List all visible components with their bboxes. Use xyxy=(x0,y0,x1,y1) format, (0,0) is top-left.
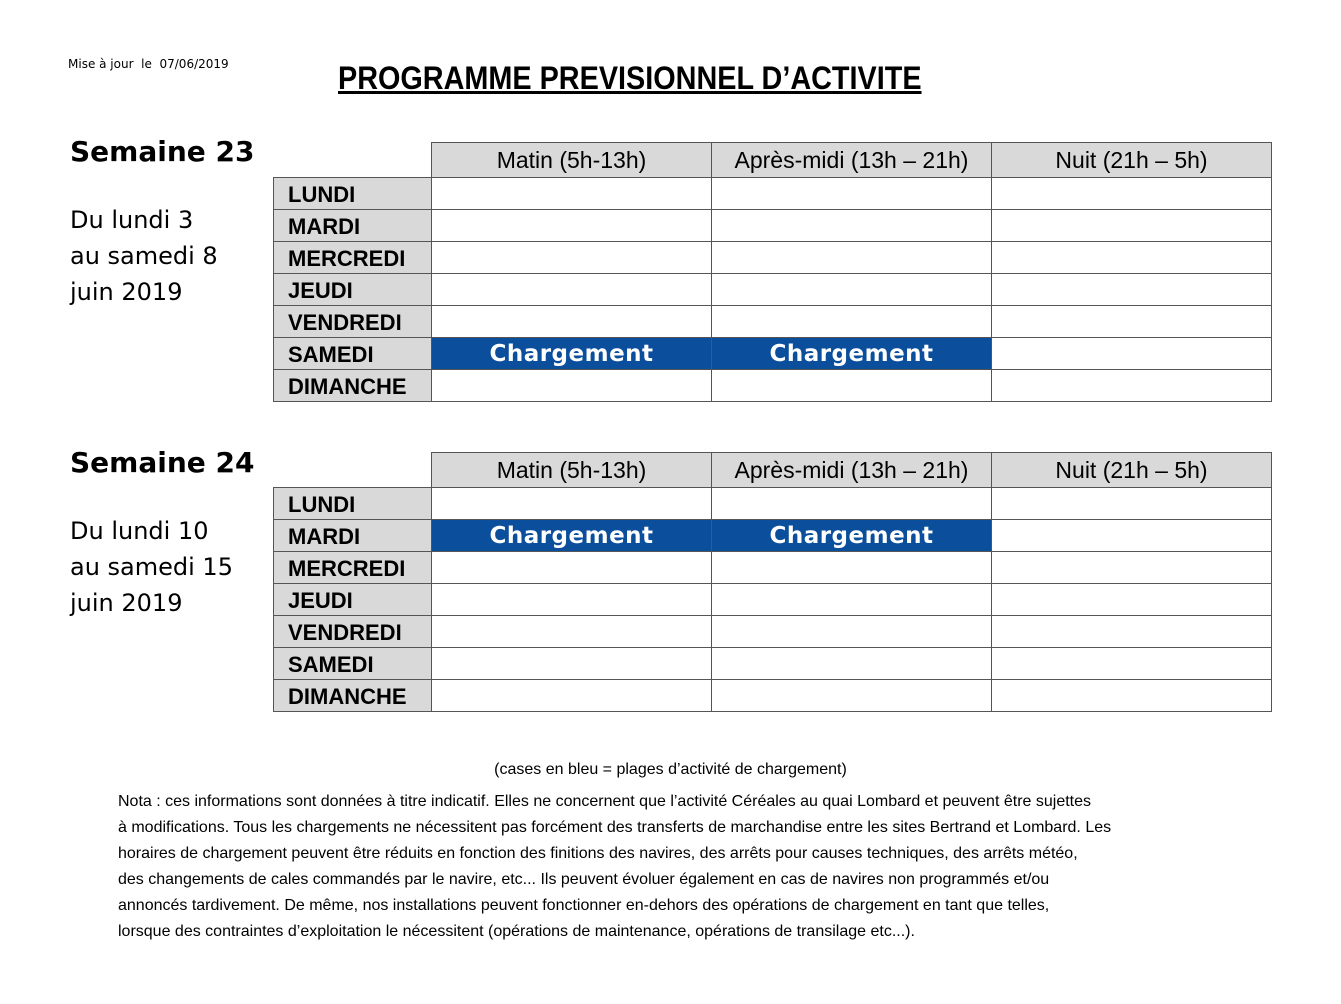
day-row xyxy=(274,210,1272,242)
day-label: DIMANCHE xyxy=(274,370,432,402)
corner-cell xyxy=(274,143,432,178)
shift-slot xyxy=(712,488,992,520)
shift-slot xyxy=(712,648,992,680)
day-row xyxy=(274,520,1272,552)
shift-slot xyxy=(432,680,712,712)
shift-slot xyxy=(432,274,712,306)
day-label: DIMANCHE xyxy=(274,680,432,712)
day-label: MERCREDI xyxy=(274,242,432,274)
shift-slot xyxy=(992,274,1272,306)
day-label: MARDI xyxy=(274,210,432,242)
shift-slot xyxy=(712,306,992,338)
shift-header: Matin (5h-13h) xyxy=(432,143,712,178)
day-label: SAMEDI xyxy=(274,338,432,370)
note-line: annoncés tardivement. De même, nos installations peuvent fonctionner en-dehors des opérations de chargement en tant que telles, xyxy=(118,897,1050,914)
day-label: JEUDI xyxy=(274,274,432,306)
shift-header: Nuit (21h – 5h) xyxy=(992,143,1272,178)
day-label: JEUDI xyxy=(274,584,432,616)
day-row xyxy=(274,552,1272,584)
week-range-line: Du lundi 3 xyxy=(70,206,194,234)
shift-slot xyxy=(712,210,992,242)
note-line: à modifications. Tous les chargements ne nécessitent pas forcément des transferts de marchandise entre les sites Bertrand et Lombard. Les xyxy=(118,819,1112,836)
shift-slot xyxy=(432,242,712,274)
shift-slot xyxy=(712,680,992,712)
shift-slot xyxy=(992,370,1272,402)
note-line: Nota : ces informations sont données à titre indicatif. Elles ne concernent que l’activité Céréales au quai Lombard et peuvent être sujettes xyxy=(118,793,1091,810)
day-row xyxy=(274,338,1272,370)
week-range-line: juin 2019 xyxy=(70,589,183,617)
shift-slot xyxy=(992,178,1272,210)
week-range-line: au samedi 15 xyxy=(70,553,233,581)
shift-slot xyxy=(432,370,712,402)
shift-slot xyxy=(992,648,1272,680)
day-row xyxy=(274,584,1272,616)
update-date: Mise à jour le 07/06/2019 xyxy=(68,57,229,71)
week-range-line: au samedi 8 xyxy=(70,242,218,270)
day-row xyxy=(274,616,1272,648)
shift-header-row xyxy=(274,453,1272,488)
day-row xyxy=(274,274,1272,306)
corner-cell xyxy=(274,453,432,488)
shift-header: Nuit (21h – 5h) xyxy=(992,453,1272,488)
shift-slot xyxy=(432,488,712,520)
shift-slot xyxy=(432,178,712,210)
shift-slot xyxy=(712,616,992,648)
day-label: VENDREDI xyxy=(274,306,432,338)
note-line: horaires de chargement peuvent être réduits en fonction des finitions des navires, des arrêts pour causes techniques, des arrêts météo, xyxy=(118,845,1078,862)
shift-slot xyxy=(712,370,992,402)
shift-slot xyxy=(712,178,992,210)
page-title: PROGRAMME PREVISIONNEL D’ACTIVITE xyxy=(338,60,922,96)
day-row xyxy=(274,370,1272,402)
day-label: MARDI xyxy=(274,520,432,552)
shift-slot xyxy=(992,210,1272,242)
color-legend: (cases en bleu = plages d’activité de chargement) xyxy=(494,761,847,778)
shift-slot xyxy=(432,648,712,680)
note-line: lorsque des contraintes d’exploitation le nécessitent (opérations de maintenance, opérations de transilage etc...). xyxy=(118,923,915,940)
day-row xyxy=(274,488,1272,520)
note-line: des changements de cales commandés par le navire, etc... Ils peuvent évoluer également en cas de navires non programmés et/ou xyxy=(118,871,1050,888)
shift-slot xyxy=(432,210,712,242)
week-title: Semaine 24 xyxy=(70,446,255,479)
shift-header-row xyxy=(274,143,1272,178)
loading-slot: Chargement xyxy=(432,520,712,552)
week-range-line: Du lundi 10 xyxy=(70,517,209,545)
shift-header: Matin (5h-13h) xyxy=(432,453,712,488)
shift-slot xyxy=(712,552,992,584)
day-label: LUNDI xyxy=(274,178,432,210)
day-row xyxy=(274,242,1272,274)
loading-slot: Chargement xyxy=(432,338,712,370)
day-row xyxy=(274,306,1272,338)
disclaimer-note xyxy=(118,789,1248,945)
day-label: MERCREDI xyxy=(274,552,432,584)
shift-slot xyxy=(992,242,1272,274)
day-row xyxy=(274,178,1272,210)
shift-slot xyxy=(992,306,1272,338)
shift-slot xyxy=(432,584,712,616)
day-row xyxy=(274,648,1272,680)
shift-slot xyxy=(992,488,1272,520)
shift-slot xyxy=(992,338,1272,370)
shift-slot xyxy=(432,616,712,648)
shift-header: Après-midi (13h – 21h) xyxy=(712,453,992,488)
day-label: LUNDI xyxy=(274,488,432,520)
shift-slot xyxy=(992,584,1272,616)
schedule-table-week-24 xyxy=(273,452,1272,712)
week-date-range xyxy=(70,513,270,621)
shift-slot xyxy=(992,680,1272,712)
week-range-line: juin 2019 xyxy=(70,278,183,306)
shift-slot xyxy=(712,242,992,274)
week-title: Semaine 23 xyxy=(70,135,255,168)
day-label: VENDREDI xyxy=(274,616,432,648)
schedule-table-week-23 xyxy=(273,142,1272,402)
day-row xyxy=(274,680,1272,712)
week-date-range xyxy=(70,202,270,310)
shift-slot xyxy=(432,306,712,338)
shift-slot xyxy=(992,552,1272,584)
shift-slot xyxy=(992,520,1272,552)
shift-slot xyxy=(712,274,992,306)
shift-slot xyxy=(432,552,712,584)
loading-slot: Chargement xyxy=(712,520,992,552)
shift-slot xyxy=(712,584,992,616)
shift-slot xyxy=(992,616,1272,648)
loading-slot: Chargement xyxy=(712,338,992,370)
shift-header: Après-midi (13h – 21h) xyxy=(712,143,992,178)
day-label: SAMEDI xyxy=(274,648,432,680)
